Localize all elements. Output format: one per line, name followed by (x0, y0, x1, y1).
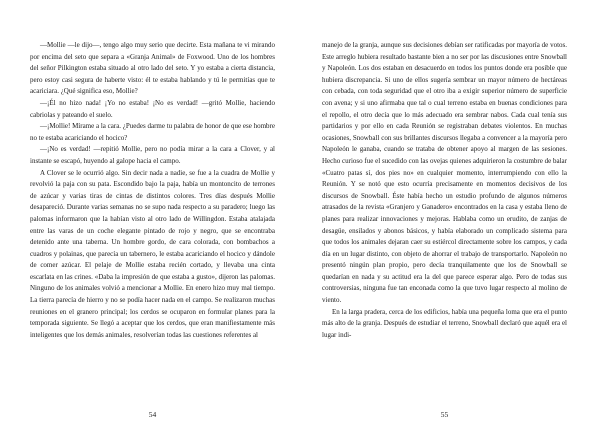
paragraph: —¡Él no hizo nada! ¡Yo no estaba! ¡No es verdad! —gritó Mollie, haciendo cabriolas y pateando el suelo. (30, 98, 275, 119)
left-page-number: 54 (148, 410, 157, 419)
right-page-number: 55 (440, 410, 449, 419)
left-page-text (30, 40, 275, 341)
paragraph: —Mollie —le dijo—, tengo algo muy serio que decirte. Esta mañana te vi mirando por encima del seto que separa a «Granja Animal» de Foxwood. Uno de los hombres del señor Pilkington estaba situado al otro lado del seto. Y yo estaba a cierta distancia, pero estoy casi segura de haberte visto: él te estaba hablando y tú le permitías que te acariciara. ¿Qué significa eso, Mollie? (30, 41, 275, 96)
left-page (30, 40, 275, 410)
paragraph: manejo de la granja, aunque sus decisiones debían ser ratificadas por mayoría de votos. Este arreglo hubiera resultado bastante bien a no ser por las discusiones entre Snowball y Napoleón. Los dos estaban en desacuerdo en todos los puntos donde era posible que hubiera discrepancia. Si uno de ellos sugería sembrar un mayor número de hectáreas con cebada, con toda seguridad que el otro iba a exigir superior número de superficie con avena; y si uno afirmaba que tal o cual terreno estaba en buenas condiciones para el repollo, el otro decía que lo más adecuado era sembrar nabos. Cada cual tenía sus partidarios y por ello en cada Reunión se registraban debates violentos. En muchas ocasiones, Snowball con sus brillantes discursos llegaba a convencer a la mayoría pero Napoleón le ganaba, cuando se trataba de obtener apoyo al margen de las sesiones. Hecho curioso fue el sucedido con las ovejas quienes adquirieron la costumbre de balar «Cuatro patas sí, dos pies no» en cualquier momento, interrumpiendo con ello la Reunión. Y se notó que esto ocurría precisamente en momentos decisivos de los discursos de Snowball. Éste había hecho un estudio profundo de algunos números atrasados de la revista «Granjero y Ganadero» encontrados en la casa y estaba lleno de planes para realizar innovaciones y mejoras. Hablaba como un erudito, de zanjas de desagüe, ensilados y abonos básicos, y había elaborado un complicado sistema para que todos los animales dejaran caer su estiércol directamente sobre los campos, y cada día en un lugar distinto, con objeto de ahorrar el trabajo de transportarlo. Napoleón no presentó ningún plan propio, pero decía tranquilamente que los de Snowball se quedarían en nada y su actitud era la del que parece esperar algo. Pero de todas sus controversias, ninguna fue tan enconada como la que tuvo lugar respecto al molino de viento. (322, 41, 567, 305)
paragraph: En la larga pradera, cerca de los edificios, había una pequeña loma que era el punto más alto de la granja. Después de estudiar el terreno, Snowball declaró que aquél era el lugar indi- (322, 307, 567, 339)
right-page-text (322, 40, 567, 341)
paragraph: —¡Mollie! Mírame a la cara. ¿Puedes darme tu palabra de honor de que ese hombre no te estaba acariciando el hocico? (30, 122, 275, 142)
paragraph: —¡No es verdad! —repitió Mollie, pero no podía mirar a la cara a Clover, y al instante se escapó, huyendo al galope hacia el campo. (30, 145, 275, 165)
paragraph: A Clover se le ocurrió algo. Sin decir nada a nadie, se fue a la cuadra de Mollie y revolvió la paja con su pata. Escondido bajo la paja, había un montoncito de terrones de azúcar y varias tiras de cintas de distintos colores. Tres días después Mollie desapareció. Durante varias semanas no se supo nada respecto a su paradero; luego las palomas informaron que la habían visto al otro lado de Willingdon. Estaba atalajada entre las varas de un coche elegante pintado de rojo y negro, que se encontraba detenido ante una taberna. Un hombre gordo, de cara colorada, con bombachos a cuadros y polainas, que parecía un tabernero, le estaba acariciando el hocico y dándole de comer azúcar. El pelaje de Mollie estaba recién cortado, y llevaba una cinta escarlata en las crines. «Daba la impresión de que estaba a gusto», dijeron las palomas. Ninguno de los animales volvió a mencionar a Mollie. En enero hizo muy mal tiempo. La tierra parecía de hierro y no se podía hacer nada en el campo. Se realizaron muchas reuniones en el granero principal; los cerdos se ocuparon en formular planes para la temporada siguiente. Se llegó a aceptar que los cerdos, que eran manifiestamente más inteligentes que los demás animales, resolverían todas las cuestiones referentes al (30, 168, 275, 339)
right-page (322, 40, 567, 410)
